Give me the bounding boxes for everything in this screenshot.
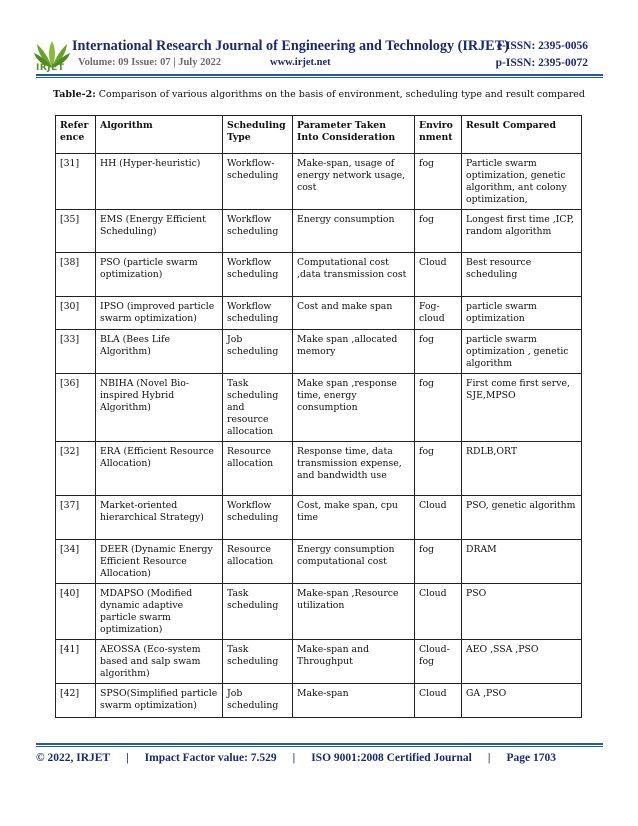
footer-iso: ISO 9001:2008 Certified Journal (311, 752, 472, 764)
footer-rule (36, 743, 603, 745)
cell-environment: Cloud-fog (415, 640, 462, 684)
cell-parameter: Energy consumption computational cost (293, 540, 415, 584)
cell-scheduling: Workflow scheduling (223, 496, 293, 540)
cell-algorithm: IPSO (improved particle swarm optimization) (96, 297, 223, 330)
cell-parameter: Energy consumption (293, 210, 415, 253)
cell-scheduling: Resource allocation (223, 540, 293, 584)
table-row (56, 540, 582, 584)
cell-environment: Cloud (415, 253, 462, 297)
cell-parameter: Response time, data transmission expense, and bandwidth use (293, 442, 415, 496)
header-result: Result Compared (462, 116, 582, 154)
table-row (56, 496, 582, 540)
cell-parameter: Make span ,allocated memory (293, 330, 415, 374)
cell-environment: Cloud (415, 584, 462, 640)
cell-scheduling: Task scheduling (223, 584, 293, 640)
cell-reference: [33] (56, 330, 96, 374)
cell-reference: [41] (56, 640, 96, 684)
cell-result: AEO ,SSA ,PSO (462, 640, 582, 684)
cell-algorithm: Market-oriented hierarchical Strategy) (96, 496, 223, 540)
cell-environment: Cloud (415, 684, 462, 718)
table-header-row (56, 116, 582, 154)
cell-reference: [35] (56, 210, 96, 253)
cell-result: PSO, genetic algorithm (462, 496, 582, 540)
cell-parameter: Make-span, usage of energy network usage, cost (293, 154, 415, 210)
volume-issue: Volume: 09 Issue: 07 | July 2022 (78, 57, 222, 68)
table-row (56, 210, 582, 253)
cell-parameter: Make span ,response time, energy consumption (293, 374, 415, 442)
cell-result: particle swarm optimization , genetic algorithm (462, 330, 582, 374)
cell-algorithm: NBIHA (Novel Bio-inspired Hybrid Algorithm) (96, 374, 223, 442)
cell-scheduling: Task scheduling and resource allocation (223, 374, 293, 442)
cell-result: Best resource scheduling (462, 253, 582, 297)
cell-environment: fog (415, 442, 462, 496)
cell-algorithm: MDAPSO (Modified dynamic adaptive particle swarm optimization) (96, 584, 223, 640)
header-scheduling-type: Scheduling Type (223, 116, 293, 154)
cell-algorithm: HH (Hyper-heuristic) (96, 154, 223, 210)
table-row (56, 640, 582, 684)
footer-rule-thin (36, 746, 603, 747)
cell-environment: fog (415, 154, 462, 210)
caption-label: Table-2: (53, 89, 96, 100)
cell-parameter: Make-span and Throughput (293, 640, 415, 684)
cell-reference: [42] (56, 684, 96, 718)
header-algorithm: Algorithm (96, 116, 223, 154)
cell-result: particle swarm optimization (462, 297, 582, 330)
cell-reference: [30] (56, 297, 96, 330)
footer-separator: | (126, 752, 129, 764)
header-rule-thin (36, 77, 603, 78)
footer-page-number: Page 1703 (506, 752, 556, 764)
cell-result: PSO (462, 584, 582, 640)
table-row (56, 253, 582, 297)
cell-scheduling: Workflow scheduling (223, 210, 293, 253)
cell-algorithm: AEOSSA (Eco-system based and salp swam algorithm) (96, 640, 223, 684)
cell-parameter: Computational cost ,data transmission cost (293, 253, 415, 297)
footer-separator: | (292, 752, 296, 764)
table-row (56, 374, 582, 442)
cell-algorithm: PSO (particle swarm optimization) (96, 253, 223, 297)
cell-scheduling: Job scheduling (223, 684, 293, 718)
cell-scheduling: Workflow scheduling (223, 297, 293, 330)
cell-environment: fog (415, 374, 462, 442)
eissn: e-ISSN: 2395-0056 (496, 40, 588, 52)
journal-title: International Research Journal of Engineering and Technology (IRJET) (72, 38, 509, 54)
cell-algorithm: BLA (Bees Life Algorithm) (96, 330, 223, 374)
cell-parameter: Cost, make span, cpu time (293, 496, 415, 540)
table-row (56, 442, 582, 496)
table-row (56, 297, 582, 330)
cell-result: Longest first time ,ICP, random algorithm (462, 210, 582, 253)
header-rule (36, 74, 603, 76)
cell-environment: Cloud (415, 496, 462, 540)
table-row (56, 154, 582, 210)
cell-environment: fog (415, 210, 462, 253)
header-environment: Enviro nment (415, 116, 462, 154)
cell-reference: [31] (56, 154, 96, 210)
pissn: p-ISSN: 2395-0072 (495, 57, 588, 69)
cell-result: First come first serve, SJE,MPSO (462, 374, 582, 442)
cell-result: Particle swarm optimization, genetic algorithm, ant colony optimization, (462, 154, 582, 210)
cell-result: RDLB,ORT (462, 442, 582, 496)
cell-scheduling: Workflow-scheduling (223, 154, 293, 210)
footer-copyright: © 2022, IRJET (36, 752, 111, 764)
cell-result: DRAM (462, 540, 582, 584)
caption-text: Comparison of various algorithms on the basis of environment, scheduling type and result compared (95, 89, 585, 100)
table-row (56, 584, 582, 640)
header-parameter: Parameter Taken Into Consideration (293, 116, 415, 154)
footer-impact-factor: Impact Factor value: 7.529 (144, 752, 277, 764)
cell-parameter: Cost and make span (293, 297, 415, 330)
cell-scheduling: Job scheduling (223, 330, 293, 374)
cell-scheduling: Workflow scheduling (223, 253, 293, 297)
cell-result: GA ,PSO (462, 684, 582, 718)
cell-algorithm: ERA (Efficient Resource Allocation) (96, 442, 223, 496)
cell-environment: fog (415, 330, 462, 374)
logo-text: IRJET (36, 63, 65, 73)
cell-reference: [34] (56, 540, 96, 584)
cell-environment: Fog-cloud (415, 297, 462, 330)
cell-scheduling: Resource allocation (223, 442, 293, 496)
header-reference: Refer ence (56, 116, 96, 154)
cell-environment: fog (415, 540, 462, 584)
cell-reference: [40] (56, 584, 96, 640)
cell-scheduling: Task scheduling (223, 640, 293, 684)
cell-reference: [36] (56, 374, 96, 442)
cell-reference: [38] (56, 253, 96, 297)
cell-algorithm: DEER (Dynamic Energy Efficient Resource Allocation) (96, 540, 223, 584)
cell-parameter: Make-span ,Resource utilization (293, 584, 415, 640)
cell-reference: [37] (56, 496, 96, 540)
cell-algorithm: EMS (Energy Efficient Scheduling) (96, 210, 223, 253)
cell-parameter: Make-span (293, 684, 415, 718)
cell-reference: [32] (56, 442, 96, 496)
comparison-table (55, 115, 582, 718)
footer-separator: | (487, 752, 491, 764)
table-caption (0, 89, 638, 100)
page-footer (36, 752, 603, 764)
cell-algorithm: SPSO(Simplified particle swarm optimization) (96, 684, 223, 718)
website-link[interactable]: www.irjet.net (270, 57, 331, 68)
table-row (56, 330, 582, 374)
table-row (56, 684, 582, 718)
